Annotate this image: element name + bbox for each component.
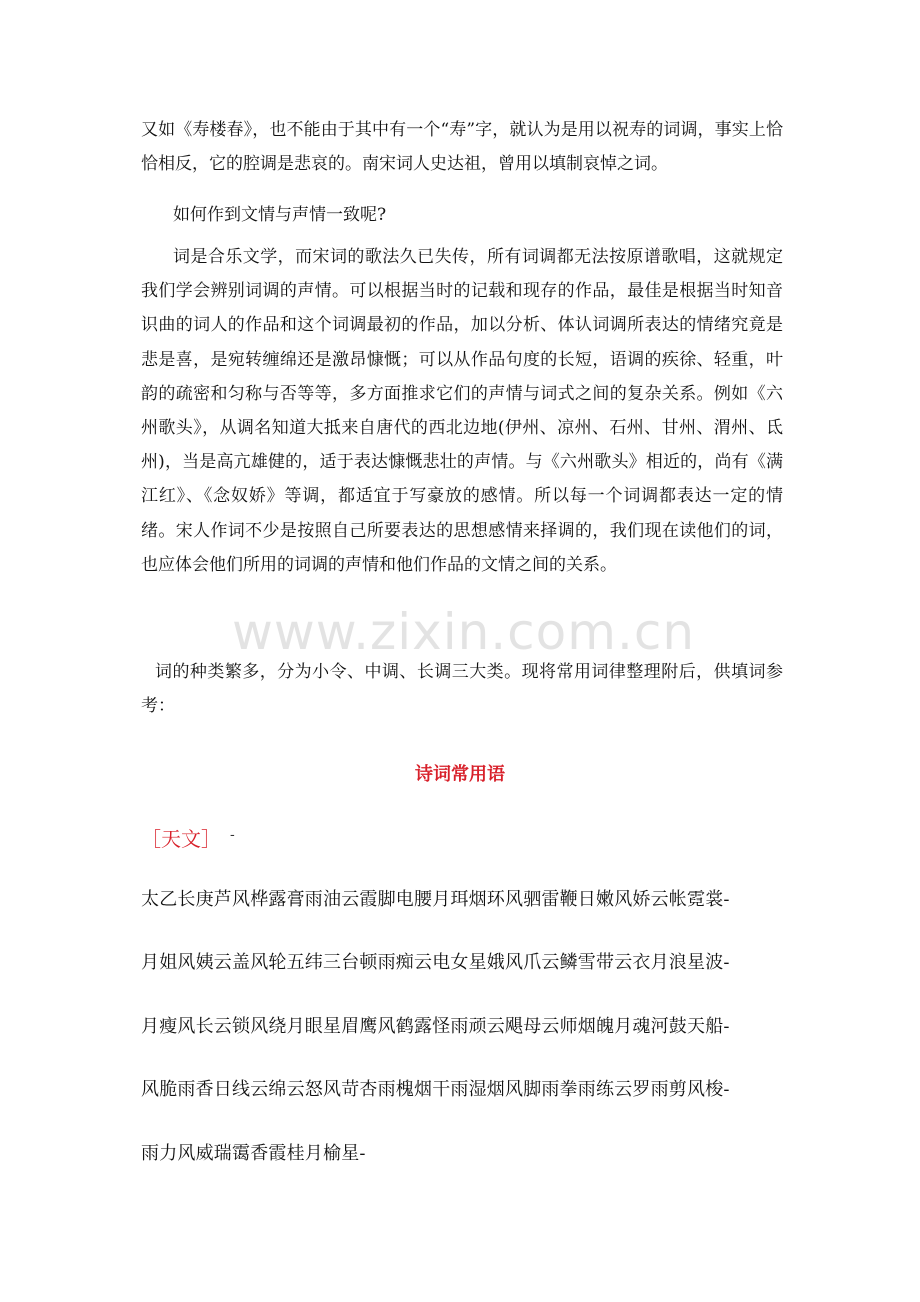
category-label: ［天文］ — [141, 827, 221, 851]
word-list-line: 月瘦风长云锁风绕月眼星眉鹰风鹤露怪雨顽云飓母云师烟魄月魂河鼓天船- — [141, 1016, 730, 1037]
section-title: 诗词常用语 — [415, 764, 505, 785]
paragraph-question: 如何作到文情与声情一致呢? — [173, 205, 387, 225]
paragraph-tune-emotion: 词是合乐文学，而宋词的歌法久已失传，所有词调都无法按原谱歌唱，这就规定我们学会辨别词调的声情。可以根据当时的记载和现存的作品，最佳是根据当时知音识曲的词人的作品和这个词调最初的作品，加以分析、体认词调所表达的情绪究竟是悲是喜，是宛转缠绵还是激昂慷慨；可以从作品句度的长短，语调的疾徐、轻重，叶韵的疏密和匀称与否等等，多方面推求它们的声情与词式之间的复杂关系。例如《六州歌头》，从调名知道大抵来自唐代的西北边地(伊州、凉州、石州、甘州、渭州、氐州)，当是高亢雄健的，适于表达慷慨悲壮的声情。与《六州歌头》相近的，尚有《满江红》、《念奴娇》等调，都适宜于写豪放的感情。所以每一个词调都表达一定的情绪。宋人作词不少是按照自己所要表达的思想感情来择调的，我们现在读他们的词，也应体会他们所用的词调的声情和他们作品的文情之间的关系。 — [141, 247, 783, 575]
paragraph-shoulouchun: 又如《寿楼春》，也不能由于其中有一个“寿”字，就认为是用以祝寿的词调，事实上恰恰相反，它的腔调是悲哀的。南宋词人史达祖，曾用以填制哀悼之词。 — [141, 120, 783, 175]
word-list-line: 太乙长庚芦风桦露膏雨油云霞脚电腰月珥烟环风驷雷鞭日嫩风娇云帐霓裳- — [141, 889, 730, 910]
paragraph-categories: 词的种类繁多，分为小令、中调、长调三大类。现将常用词律整理附后，供填词参考： — [141, 662, 783, 717]
word-list-line: 风脆雨香日线云绵云怒风苛杏雨槐烟干雨湿烟风脚雨拳雨练云罗雨剪风梭- — [141, 1079, 730, 1100]
word-list-line: 雨力风威瑞霭香霞桂月榆星- — [141, 1143, 366, 1164]
word-list-line: 月姐风姨云盖风轮五纬三台顿雨痴云电女星娥风爪云鳞雪带云衣月浪星波- — [141, 952, 730, 973]
watermark: www.zixin.com.cn — [232, 603, 696, 661]
category-dash: - — [230, 827, 235, 843]
